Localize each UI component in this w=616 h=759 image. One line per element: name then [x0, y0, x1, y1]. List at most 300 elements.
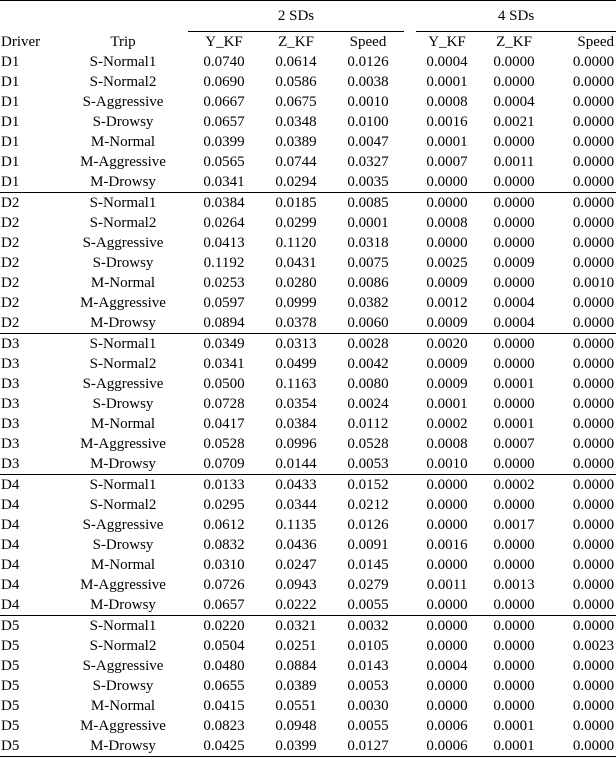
cell-zkf-2sd: 0.1135	[275, 517, 317, 533]
table-row	[0, 736, 616, 757]
header-group-row	[0, 1, 616, 32]
cell-ykf-2sd: 0.0413	[203, 235, 245, 251]
cell-zkf-4sd: 0.0000	[493, 537, 535, 553]
table-row	[0, 636, 616, 656]
cell-speed-4sd: 0.0000	[572, 315, 615, 331]
cell-zkf-2sd: 0.0251	[275, 638, 317, 654]
cell-ykf-2sd: 0.0709	[203, 456, 245, 472]
cell-zkf-2sd: 0.1163	[275, 376, 317, 392]
table-row	[0, 293, 616, 313]
cell-zkf-4sd: 0.0000	[493, 698, 535, 714]
cell-speed-4sd: 0.0000	[572, 154, 615, 170]
cell-zkf-4sd: 0.0000	[493, 134, 535, 150]
table-row	[0, 273, 616, 293]
table-row	[0, 233, 616, 253]
cell-speed-4sd: 0.0000	[572, 456, 615, 472]
cell-speed-4sd: 0.0000	[572, 517, 615, 533]
table-row	[0, 193, 616, 214]
cell-speed-4sd: 0.0000	[572, 416, 615, 432]
cell-speed-2sd: 0.0528	[347, 436, 389, 452]
cell-ykf-4sd: 0.0016	[426, 537, 468, 553]
cell-speed-2sd: 0.0010	[347, 94, 389, 110]
cell-ykf-4sd: 0.0011	[426, 577, 468, 593]
cell-ykf-4sd: 0.0009	[426, 315, 468, 331]
cell-zkf-4sd: 0.0000	[493, 215, 535, 231]
cell-speed-4sd: 0.0000	[572, 396, 615, 412]
cell-zkf-2sd: 0.0185	[260, 193, 332, 214]
cell-zkf-2sd: 0.0299	[275, 215, 317, 231]
cell-zkf-4sd: 0.0000	[493, 54, 535, 70]
cell-driver: D5	[1, 678, 20, 694]
table-row	[0, 535, 616, 555]
cell-driver: D3	[1, 396, 20, 412]
table-row	[0, 374, 616, 394]
cell-trip: M-Drowsy	[90, 315, 156, 331]
column-header-speed-2sd: Speed	[349, 34, 387, 50]
cell-driver: D3	[1, 436, 20, 452]
cell-zkf-4sd: 0.0000	[493, 638, 535, 654]
table-row	[0, 92, 616, 112]
cell-zkf-2sd: 0.0999	[275, 295, 317, 311]
cell-driver: D5	[0, 616, 58, 637]
cell-trip: M-Normal	[90, 134, 156, 150]
table-row	[0, 414, 616, 434]
cell-zkf-4sd: 0.0013	[493, 577, 535, 593]
cell-ykf-2sd: 0.0565	[203, 154, 245, 170]
cell-driver: D5	[1, 658, 20, 674]
cell-zkf-2sd: 0.0431	[275, 255, 317, 271]
cell-zkf-2sd: 0.0614	[275, 54, 317, 70]
cell-zkf-4sd: 0.0009	[493, 255, 535, 271]
column-header-speed-4sd: Speed	[577, 34, 615, 50]
cell-trip: M-Aggressive	[80, 154, 166, 170]
cell-speed-2sd: 0.0053	[347, 678, 389, 694]
cell-ykf-2sd: 0.0425	[188, 736, 260, 757]
cell-ykf-2sd: 0.0341	[203, 174, 245, 190]
cell-trip: M-Drowsy	[90, 456, 156, 472]
table-row	[0, 72, 616, 92]
cell-zkf-2sd: 0.0744	[275, 154, 317, 170]
cell-zkf-2sd: 0.0384	[275, 416, 317, 432]
table-row	[0, 676, 616, 696]
cell-zkf-2sd: 0.0675	[275, 94, 317, 110]
cell-driver: D3	[1, 416, 20, 432]
cell-zkf-4sd: 0.0000	[493, 396, 535, 412]
cell-ykf-4sd: 0.0000	[426, 597, 468, 613]
cell-ykf-2sd: 0.0384	[188, 193, 260, 214]
cell-driver: D4	[1, 537, 20, 553]
cell-speed-2sd: 0.0028	[332, 334, 404, 355]
cell-zkf-4sd: 0.0001	[493, 376, 535, 392]
cell-zkf-4sd: 0.0004	[493, 94, 535, 110]
cell-speed-2sd: 0.0327	[347, 154, 389, 170]
cell-ykf-4sd: 0.0000	[426, 678, 468, 694]
cell-speed-2sd: 0.0112	[347, 416, 389, 432]
cell-trip: M-Normal	[90, 416, 156, 432]
cell-ykf-4sd: 0.0000	[426, 174, 468, 190]
table-row	[0, 313, 616, 334]
cell-ykf-2sd: 0.0657	[203, 597, 245, 613]
table-row	[0, 354, 616, 374]
cell-zkf-2sd: 0.0344	[275, 497, 317, 513]
cell-speed-4sd: 0.0000	[572, 356, 615, 372]
cell-driver: D1	[1, 94, 20, 110]
cell-speed-4sd: 0.0000	[572, 436, 615, 452]
cell-trip: M-Drowsy	[90, 597, 156, 613]
table-row	[0, 515, 616, 535]
cell-ykf-4sd: 0.0000	[416, 193, 478, 214]
cell-zkf-4sd: 0.0017	[493, 517, 535, 533]
cell-trip: S-Normal1	[89, 54, 157, 70]
cell-trip: S-Normal1	[58, 334, 188, 355]
cell-driver: D2	[1, 235, 20, 251]
cell-zkf-4sd: 0.0000	[493, 356, 535, 372]
cell-ykf-2sd: 0.0528	[203, 436, 245, 452]
table-body	[0, 52, 616, 757]
cell-zkf-4sd: 0.0001	[493, 718, 535, 734]
cell-driver: D5	[1, 638, 20, 654]
cell-trip: M-Aggressive	[80, 718, 166, 734]
cell-trip: S-Normal1	[58, 193, 188, 214]
cell-trip: S-Aggressive	[82, 376, 164, 392]
cell-zkf-4sd: 0.0002	[478, 475, 550, 496]
cell-speed-4sd: 0.0000	[550, 475, 616, 496]
cell-speed-4sd: 0.0000	[572, 114, 615, 130]
cell-ykf-4sd: 0.0000	[416, 616, 478, 637]
cell-driver: D3	[1, 356, 20, 372]
cell-ykf-2sd: 0.0667	[203, 94, 245, 110]
cell-trip: M-Aggressive	[80, 436, 166, 452]
table-row	[0, 656, 616, 676]
table-row	[0, 595, 616, 616]
cell-ykf-4sd: 0.0001	[426, 74, 468, 90]
cell-driver: D3	[1, 376, 20, 392]
cell-trip: S-Normal2	[89, 638, 157, 654]
cell-speed-2sd: 0.0080	[347, 376, 389, 392]
cell-speed-2sd: 0.0060	[347, 315, 389, 331]
cell-trip: S-Drowsy	[92, 396, 154, 412]
group-header-2sd: 2 SDs	[188, 1, 404, 32]
cell-speed-4sd: 0.0000	[572, 134, 615, 150]
cell-speed-4sd: 0.0000	[572, 537, 615, 553]
cell-trip: M-Normal	[90, 557, 156, 573]
cell-ykf-2sd: 0.0726	[203, 577, 245, 593]
table-row	[0, 112, 616, 132]
cell-speed-2sd: 0.0024	[347, 396, 389, 412]
cell-speed-2sd: 0.0279	[347, 577, 389, 593]
cell-trip: S-Drowsy	[92, 678, 154, 694]
cell-ykf-2sd: 0.0728	[203, 396, 245, 412]
cell-speed-4sd: 0.0000	[572, 94, 615, 110]
table-row	[0, 616, 616, 637]
cell-ykf-2sd: 0.0415	[203, 698, 245, 714]
cell-ykf-2sd: 0.0823	[203, 718, 245, 734]
cell-ykf-2sd: 0.0612	[203, 517, 245, 533]
cell-zkf-2sd: 0.0996	[275, 436, 317, 452]
cell-speed-2sd: 0.0030	[347, 698, 389, 714]
cell-trip: S-Drowsy	[92, 114, 154, 130]
column-header-driver: Driver	[1, 33, 41, 50]
table-row	[0, 434, 616, 454]
cell-speed-4sd: 0.0000	[550, 736, 616, 757]
table-row	[0, 132, 616, 152]
cell-ykf-4sd: 0.0008	[426, 436, 468, 452]
cell-driver: D4	[1, 517, 20, 533]
column-header-zkf-2sd: Z_KF	[278, 34, 314, 50]
cell-driver: D3	[0, 334, 58, 355]
cell-zkf-4sd: 0.0000	[493, 678, 535, 694]
cell-zkf-2sd: 0.0436	[275, 537, 317, 553]
table-row	[0, 213, 616, 233]
cell-speed-2sd: 0.0105	[347, 638, 389, 654]
cell-speed-4sd: 0.0000	[572, 235, 615, 251]
cell-trip: S-Drowsy	[92, 255, 154, 271]
table-row	[0, 394, 616, 414]
cell-zkf-2sd: 0.1120	[275, 235, 317, 251]
table-row	[0, 152, 616, 172]
cell-driver: D5	[1, 718, 20, 734]
cell-trip: M-Normal	[90, 698, 156, 714]
column-header-ykf-4sd: Y_KF	[428, 34, 466, 50]
column-header-ykf-2sd: Y_KF	[205, 34, 243, 50]
cell-zkf-4sd: 0.0007	[493, 436, 535, 452]
cell-speed-4sd: 0.0000	[572, 557, 615, 573]
cell-speed-2sd: 0.0053	[347, 456, 389, 472]
cell-speed-2sd: 0.0075	[347, 255, 389, 271]
cell-speed-2sd: 0.0038	[347, 74, 389, 90]
cell-ykf-2sd: 0.0597	[203, 295, 245, 311]
cell-driver: D4	[1, 577, 20, 593]
cell-trip: S-Normal2	[89, 74, 157, 90]
cell-ykf-2sd: 0.0264	[203, 215, 245, 231]
cell-trip: M-Aggressive	[80, 577, 166, 593]
cell-zkf-4sd: 0.0000	[478, 334, 550, 355]
cell-driver: D1	[1, 174, 20, 190]
cell-ykf-4sd: 0.0006	[426, 718, 468, 734]
cell-zkf-4sd: 0.0000	[493, 658, 535, 674]
table-row	[0, 696, 616, 716]
cell-driver: D4	[1, 557, 20, 573]
cell-speed-2sd: 0.0055	[347, 597, 389, 613]
table-row	[0, 555, 616, 575]
cell-zkf-4sd: 0.0000	[493, 174, 535, 190]
cell-speed-2sd: 0.0001	[347, 215, 389, 231]
cell-zkf-4sd: 0.0000	[478, 193, 550, 214]
cell-zkf-4sd: 0.0004	[493, 315, 535, 331]
table-row	[0, 253, 616, 273]
cell-speed-4sd: 0.0000	[572, 678, 615, 694]
cell-ykf-4sd: 0.0012	[426, 295, 468, 311]
cell-speed-2sd: 0.0047	[347, 134, 389, 150]
cell-speed-2sd: 0.0035	[347, 174, 389, 190]
cell-ykf-2sd: 0.0399	[203, 134, 245, 150]
column-header-zkf-4sd: Z_KF	[496, 34, 532, 50]
cell-speed-4sd: 0.0000	[572, 295, 615, 311]
cell-zkf-4sd: 0.0001	[493, 416, 535, 432]
cell-driver: D2	[0, 193, 58, 214]
cell-driver: D4	[1, 497, 20, 513]
cell-ykf-4sd: 0.0000	[426, 517, 468, 533]
cell-trip: S-Drowsy	[92, 537, 154, 553]
cell-zkf-2sd: 0.0389	[275, 678, 317, 694]
cell-ykf-4sd: 0.0009	[426, 275, 468, 291]
cell-speed-4sd: 0.0000	[572, 255, 615, 271]
cell-ykf-4sd: 0.0004	[426, 54, 468, 70]
group-header-4sd: 4 SDs	[416, 1, 616, 32]
cell-speed-4sd: 0.0010	[572, 275, 615, 291]
cell-ykf-2sd: 0.0690	[203, 74, 245, 90]
cell-speed-4sd: 0.0000	[572, 577, 615, 593]
cell-zkf-2sd: 0.0144	[275, 456, 317, 472]
cell-zkf-2sd: 0.0943	[275, 577, 317, 593]
cell-zkf-2sd: 0.0551	[275, 698, 317, 714]
cell-ykf-4sd: 0.0000	[426, 497, 468, 513]
cell-zkf-2sd: 0.0247	[275, 557, 317, 573]
cell-ykf-4sd: 0.0002	[426, 416, 468, 432]
cell-trip: S-Aggressive	[82, 658, 164, 674]
cell-ykf-4sd: 0.0000	[426, 235, 468, 251]
table-row	[0, 716, 616, 736]
cell-trip: S-Normal1	[58, 475, 188, 496]
cell-ykf-2sd: 0.0832	[203, 537, 245, 553]
cell-trip: S-Normal1	[58, 616, 188, 637]
cell-ykf-4sd: 0.0008	[426, 94, 468, 110]
cell-ykf-2sd: 0.0894	[203, 315, 245, 331]
cell-ykf-4sd: 0.0001	[426, 396, 468, 412]
cell-zkf-2sd: 0.0313	[260, 334, 332, 355]
cell-zkf-2sd: 0.0222	[275, 597, 317, 613]
cell-zkf-2sd: 0.0354	[275, 396, 317, 412]
cell-zkf-4sd: 0.0001	[478, 736, 550, 757]
cell-zkf-2sd: 0.0399	[260, 736, 332, 757]
cell-speed-2sd: 0.0152	[332, 475, 404, 496]
cell-trip: M-Drowsy	[90, 174, 156, 190]
cell-trip: M-Aggressive	[80, 295, 166, 311]
cell-speed-4sd: 0.0000	[572, 74, 615, 90]
cell-zkf-4sd: 0.0000	[493, 456, 535, 472]
cell-speed-2sd: 0.0100	[347, 114, 389, 130]
cell-zkf-2sd: 0.0294	[275, 174, 317, 190]
table-row	[0, 495, 616, 515]
cell-trip: S-Normal2	[89, 215, 157, 231]
cell-speed-2sd: 0.0091	[347, 537, 389, 553]
cell-speed-4sd: 0.0000	[572, 174, 615, 190]
cell-speed-2sd: 0.0042	[347, 356, 389, 372]
cell-speed-2sd: 0.0032	[332, 616, 404, 637]
cell-speed-2sd: 0.0085	[332, 193, 404, 214]
cell-zkf-4sd: 0.0021	[493, 114, 535, 130]
cell-ykf-4sd: 0.0000	[416, 475, 478, 496]
cell-ykf-2sd: 0.1192	[203, 255, 245, 271]
cell-zkf-4sd: 0.0000	[493, 275, 535, 291]
cell-driver: D1	[1, 134, 20, 150]
cell-speed-2sd: 0.0126	[347, 517, 389, 533]
cell-speed-4sd: 0.0000	[572, 698, 615, 714]
cell-trip: S-Aggressive	[82, 517, 164, 533]
cell-trip: M-Normal	[90, 275, 156, 291]
cell-speed-4sd: 0.0000	[550, 334, 616, 355]
cell-ykf-2sd: 0.0295	[203, 497, 245, 513]
cell-trip: S-Normal2	[89, 356, 157, 372]
cell-zkf-2sd: 0.0321	[260, 616, 332, 637]
cell-speed-4sd: 0.0000	[572, 658, 615, 674]
cell-speed-4sd: 0.0000	[572, 597, 615, 613]
cell-ykf-4sd: 0.0001	[426, 134, 468, 150]
cell-zkf-4sd: 0.0011	[493, 154, 535, 170]
cell-ykf-2sd: 0.0740	[203, 54, 245, 70]
cell-ykf-2sd: 0.0657	[203, 114, 245, 130]
cell-ykf-2sd: 0.0655	[203, 678, 245, 694]
table-row	[0, 575, 616, 595]
column-header-trip: Trip	[110, 33, 136, 50]
cell-zkf-2sd: 0.0499	[275, 356, 317, 372]
cell-driver: D2	[1, 315, 20, 331]
cell-speed-2sd: 0.0055	[347, 718, 389, 734]
cell-speed-2sd: 0.0143	[347, 658, 389, 674]
cell-zkf-4sd: 0.0000	[493, 497, 535, 513]
cell-ykf-4sd: 0.0004	[426, 658, 468, 674]
table-row	[0, 52, 616, 72]
cell-speed-2sd: 0.0382	[347, 295, 389, 311]
cell-driver: D2	[1, 255, 20, 271]
cell-ykf-2sd: 0.0220	[188, 616, 260, 637]
cell-ykf-2sd: 0.0417	[203, 416, 245, 432]
cell-ykf-4sd: 0.0006	[416, 736, 478, 757]
cell-ykf-2sd: 0.0500	[203, 376, 245, 392]
cell-ykf-4sd: 0.0000	[426, 698, 468, 714]
cell-driver: D2	[1, 275, 20, 291]
cell-driver: D3	[1, 456, 20, 472]
cell-ykf-2sd: 0.0341	[203, 356, 245, 372]
cell-speed-4sd: 0.0000	[572, 215, 615, 231]
cell-ykf-4sd: 0.0020	[416, 334, 478, 355]
cell-speed-2sd: 0.0145	[347, 557, 389, 573]
cell-ykf-2sd: 0.0310	[203, 557, 245, 573]
cell-zkf-4sd: 0.0000	[493, 597, 535, 613]
cell-zkf-2sd: 0.0280	[275, 275, 317, 291]
cell-speed-4sd: 0.0000	[572, 54, 615, 70]
cell-speed-4sd: 0.0023	[572, 638, 615, 654]
table-row	[0, 334, 616, 355]
cell-trip: M-Drowsy	[58, 736, 188, 757]
cell-trip: S-Aggressive	[82, 94, 164, 110]
cell-ykf-2sd: 0.0480	[203, 658, 245, 674]
cell-driver: D5	[1, 698, 20, 714]
cell-zkf-2sd: 0.0586	[275, 74, 317, 90]
cell-zkf-2sd: 0.0348	[275, 114, 317, 130]
cell-driver: D2	[1, 215, 20, 231]
cell-speed-4sd: 0.0000	[572, 497, 615, 513]
cell-zkf-4sd: 0.0000	[478, 616, 550, 637]
cell-driver: D1	[1, 74, 20, 90]
cell-speed-4sd: 0.0000	[572, 718, 615, 734]
cell-ykf-4sd: 0.0025	[426, 255, 468, 271]
cell-zkf-2sd: 0.0433	[260, 475, 332, 496]
cell-zkf-2sd: 0.0389	[275, 134, 317, 150]
cell-zkf-4sd: 0.0000	[493, 235, 535, 251]
cell-ykf-2sd: 0.0504	[203, 638, 245, 654]
cell-speed-2sd: 0.0127	[332, 736, 404, 757]
cell-ykf-4sd: 0.0007	[426, 154, 468, 170]
cell-driver: D1	[1, 154, 20, 170]
cell-driver: D4	[1, 597, 20, 613]
cell-ykf-4sd: 0.0010	[426, 456, 468, 472]
table-row	[0, 475, 616, 496]
cell-driver: D1	[1, 54, 20, 70]
cell-speed-2sd: 0.0086	[347, 275, 389, 291]
table-row	[0, 454, 616, 475]
cell-trip: S-Normal2	[89, 497, 157, 513]
